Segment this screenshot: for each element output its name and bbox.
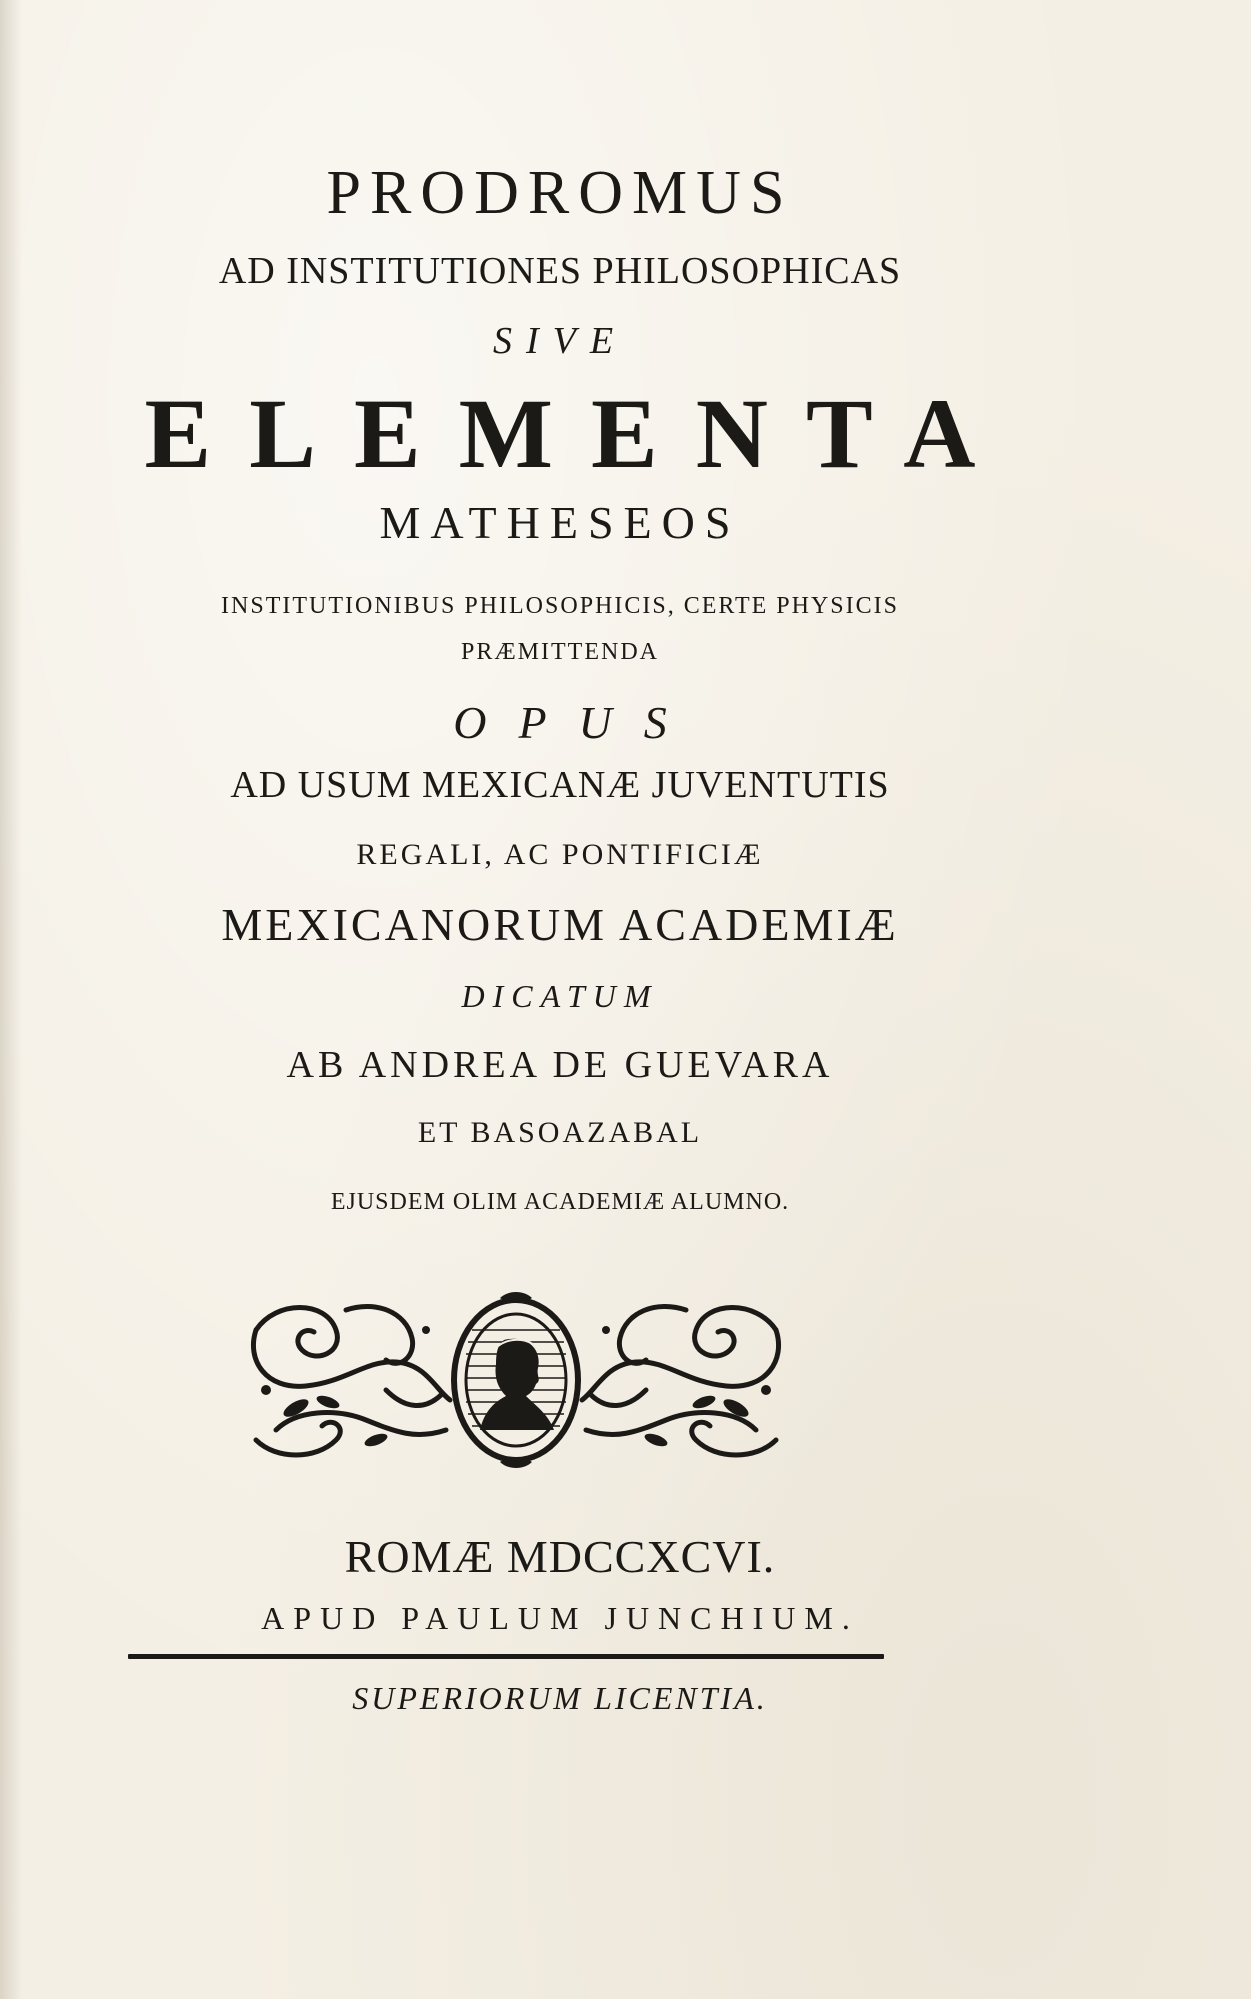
imprint-license: SUPERIORUM LICENTIA. — [352, 1680, 768, 1716]
heading-opus: OPUS — [453, 697, 699, 748]
title-matheseos: MATHESEOS — [379, 497, 741, 548]
title-elementa: ELEMENTA — [144, 378, 1014, 489]
dedication-regali: REGALI, AC PONTIFICIÆ — [356, 838, 764, 871]
subtitle-ad-institutiones: AD INSTITUTIONES PHILOSOPHICAS — [218, 250, 902, 292]
printers-ornament-icon — [236, 1290, 796, 1470]
imprint-rule — [128, 1654, 884, 1659]
dedication-ad-usum: AD USUM MEXICANÆ JUVENTUTIS — [230, 764, 890, 806]
subtitle-praemittenda: PRÆMITTENDA — [460, 639, 659, 665]
imprint-printer: APUD PAULUM JUNCHIUM. — [261, 1600, 859, 1636]
author-surname: ET BASOAZABAL — [417, 1116, 703, 1149]
author-note: EJUSDEM OLIM ACADEMIÆ ALUMNO. — [330, 1189, 790, 1215]
imprint-place-year: ROMÆ MDCCXCVI. — [344, 1531, 776, 1582]
dedication-mexicanorum: MEXICANORUM ACADEMIÆ — [221, 899, 899, 950]
conjunction-sive: SIVE — [492, 320, 628, 362]
title-prodromus: PRODROMUS — [326, 159, 794, 227]
subtitle-institutionibus: INSTITUTIONIBUS PHILOSOPHICIS, CERTE PHYSICIS — [221, 593, 899, 619]
author-name: AB ANDREA DE GUEVARA — [286, 1044, 834, 1086]
dedication-dicatum: DICATUM — [461, 978, 659, 1014]
